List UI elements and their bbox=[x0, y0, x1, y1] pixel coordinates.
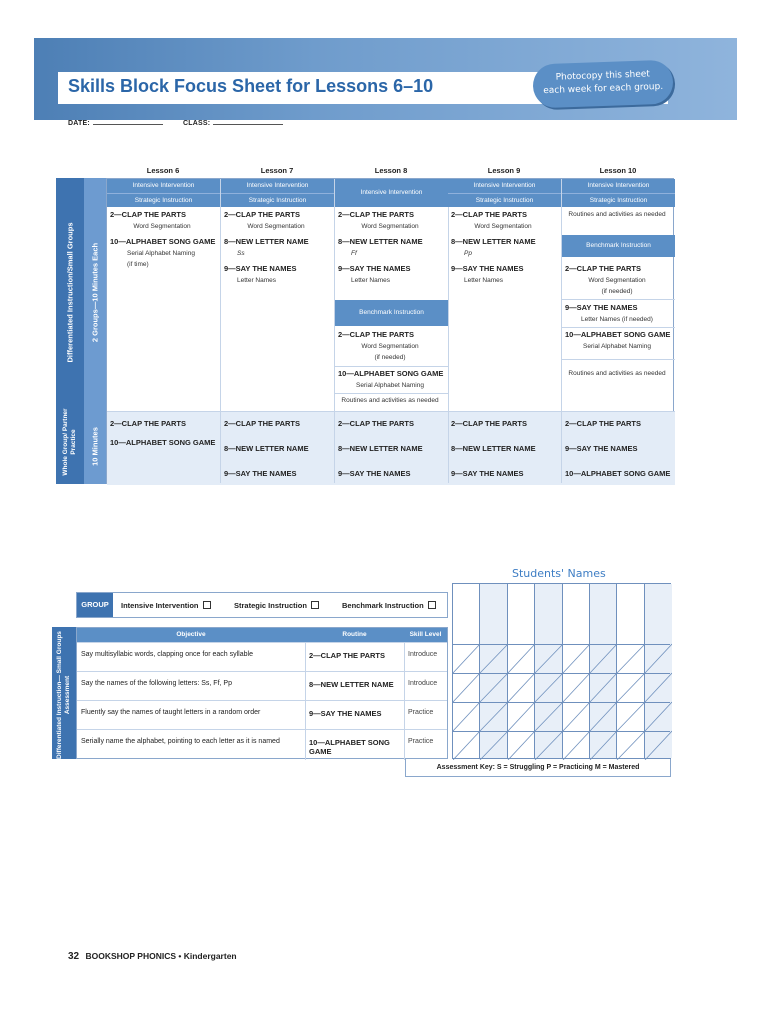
side-bar-assessment bbox=[52, 627, 76, 759]
objective: Say the names of the following letters: Ss, Ff, Pp bbox=[81, 680, 232, 687]
row-divider bbox=[562, 327, 675, 328]
l7-item-c: 9—SAY THE NAMES bbox=[224, 264, 297, 273]
page-title: Skills Block Focus Sheet for Lessons 6–10 bbox=[68, 76, 434, 96]
l8-item-f: Routines and activities as needed bbox=[341, 397, 439, 404]
dism-label: Differentiated Instruction/Small Groups bbox=[65, 222, 75, 363]
ii-band: Intensive Intervention bbox=[107, 179, 220, 193]
l10-sub-d: Serial Alphabet Naming bbox=[583, 343, 651, 350]
l7-item-a: 2—CLAP THE PARTS bbox=[224, 210, 300, 219]
table-row bbox=[77, 671, 447, 700]
l9-item-c: 9—SAY THE NAMES bbox=[451, 264, 524, 273]
l9-wg-1: 2—CLAP THE PARTS bbox=[451, 419, 527, 428]
side-bar-dism bbox=[56, 178, 84, 410]
page-number: 32 bbox=[68, 951, 80, 962]
l6-wg-2: 10—ALPHABET SONG GAME bbox=[110, 438, 216, 447]
col-skill-level: Skill Level bbox=[404, 628, 447, 642]
diagonal-lines bbox=[453, 584, 672, 760]
si-band: Strategic Instruction bbox=[221, 193, 334, 207]
checkbox-icon bbox=[203, 601, 211, 609]
l6-wg-1: 2—CLAP THE PARTS bbox=[110, 419, 186, 428]
benchmark-band: Benchmark Instruction bbox=[335, 300, 448, 326]
l8-item-a: 2—CLAP THE PARTS bbox=[338, 210, 414, 219]
row-divider bbox=[335, 393, 448, 394]
lesson-10-header: Lesson 10 bbox=[599, 166, 637, 175]
routine: 2—CLAP THE PARTS bbox=[309, 651, 385, 660]
lesson-10-column bbox=[562, 179, 675, 483]
students-grid[interactable] bbox=[452, 583, 671, 759]
si-band: Strategic Instruction bbox=[448, 193, 561, 207]
l6-sub-b1: Serial Alphabet Naming bbox=[127, 250, 195, 257]
si-band: Strategic Instruction bbox=[562, 193, 675, 207]
si-band: Strategic Instruction bbox=[107, 193, 220, 207]
students-names-title: Students' Names bbox=[512, 567, 606, 580]
l6-sub-b2: (if time) bbox=[127, 261, 149, 268]
lesson-8-column bbox=[335, 179, 449, 483]
lesson-9-column bbox=[448, 179, 562, 483]
l7-sub-a: Word Segmentation bbox=[247, 223, 305, 230]
table-row bbox=[77, 642, 447, 671]
l8-wg-3: 9—SAY THE NAMES bbox=[338, 469, 411, 478]
l9-item-a: 2—CLAP THE PARTS bbox=[451, 210, 527, 219]
l10-wg-2: 9—SAY THE NAMES bbox=[565, 444, 638, 453]
l10-item-a: Routines and activities as needed bbox=[568, 211, 666, 218]
row-divider bbox=[562, 411, 675, 412]
lesson-7-column bbox=[221, 179, 335, 483]
page-footer bbox=[68, 951, 237, 962]
ii-band: Intensive Intervention bbox=[335, 179, 448, 207]
col-objective: Objective bbox=[77, 628, 305, 642]
l8-sub-a: Word Segmentation bbox=[361, 223, 419, 230]
table-row bbox=[77, 729, 447, 758]
groups-label: 2 Groups—10 Minutes Each bbox=[90, 242, 100, 343]
row-divider bbox=[562, 299, 675, 300]
l10-sub-c: Letter Names (if needed) bbox=[581, 316, 653, 323]
note-line-2: each week for each group. bbox=[543, 81, 664, 97]
l10-item-e: Routines and activities as needed bbox=[568, 370, 666, 377]
objective: Serially name the alphabet, pointing to each letter as it is named bbox=[81, 738, 280, 745]
assessment-table bbox=[76, 627, 448, 759]
l8-sub-d2: (if needed) bbox=[374, 354, 406, 361]
row-divider bbox=[448, 411, 561, 412]
l7-sub-c: Letter Names bbox=[237, 277, 277, 284]
l7-item-b: 8—NEW LETTER NAME bbox=[224, 237, 309, 246]
l9-sub-b: Pp bbox=[464, 250, 472, 257]
col-routine: Routine bbox=[305, 628, 404, 642]
wg-label: Whole Group/ Partner Practice bbox=[62, 408, 77, 476]
l7-wg-1: 2—CLAP THE PARTS bbox=[224, 419, 300, 428]
l10-sub-b2: (if needed) bbox=[601, 288, 633, 295]
side-bar-wg-min bbox=[84, 410, 106, 484]
date-class-line bbox=[68, 120, 301, 127]
l10-item-b: 2—CLAP THE PARTS bbox=[565, 264, 641, 273]
l10-sub-b1: Word Segmentation bbox=[588, 277, 646, 284]
l9-wg-3: 9—SAY THE NAMES bbox=[451, 469, 524, 478]
row-divider bbox=[107, 411, 220, 412]
row-divider bbox=[221, 411, 334, 412]
l9-wg-2: 8—NEW LETTER NAME bbox=[451, 444, 536, 453]
assessment-side-label: Differentiated Instruction— Small Groups Assessment bbox=[56, 631, 71, 759]
group-selector bbox=[76, 592, 448, 618]
ii-band: Intensive Intervention bbox=[448, 179, 561, 193]
lesson-9-header: Lesson 9 bbox=[487, 166, 521, 175]
l10-item-d: 10—ALPHABET SONG GAME bbox=[565, 330, 671, 339]
objective: Say multisyllabic words, clapping once for each syllable bbox=[81, 651, 253, 658]
l9-sub-a: Word Segmentation bbox=[474, 223, 532, 230]
benchmark-band: Benchmark Instruction bbox=[562, 235, 675, 257]
routine: 10—ALPHABET SONG GAME bbox=[309, 738, 390, 756]
l7-wg-2: 8—NEW LETTER NAME bbox=[224, 444, 309, 453]
l10-item-c: 9—SAY THE NAMES bbox=[565, 303, 638, 312]
class-field[interactable]: CLASS: bbox=[183, 120, 283, 127]
ii-band: Intensive Intervention bbox=[562, 179, 675, 193]
routine: 8—NEW LETTER NAME bbox=[309, 680, 394, 689]
group-label: GROUP bbox=[77, 593, 113, 617]
l9-sub-c: Letter Names bbox=[464, 277, 504, 284]
l8-wg-2: 8—NEW LETTER NAME bbox=[338, 444, 423, 453]
l8-item-d: 2—CLAP THE PARTS bbox=[338, 330, 414, 339]
routine: 9—SAY THE NAMES bbox=[309, 709, 382, 718]
l9-item-b: 8—NEW LETTER NAME bbox=[451, 237, 536, 246]
l8-sub-b: Ff bbox=[351, 250, 357, 257]
l8-item-b: 8—NEW LETTER NAME bbox=[338, 237, 423, 246]
assessment-key: Assessment Key: S = Struggling P = Practicing M = Mastered bbox=[405, 759, 671, 777]
row-divider bbox=[335, 411, 448, 412]
l8-item-c: 9—SAY THE NAMES bbox=[338, 264, 411, 273]
l7-wg-3: 9—SAY THE NAMES bbox=[224, 469, 297, 478]
skill-level: Practice bbox=[408, 738, 434, 745]
lesson-6-header: Lesson 6 bbox=[146, 166, 180, 175]
group-option-ii[interactable]: Intensive Intervention bbox=[121, 601, 211, 610]
note-line-1: Photocopy this sheet bbox=[555, 69, 651, 83]
group-option-si[interactable]: Strategic Instruction bbox=[234, 601, 319, 610]
checkbox-icon bbox=[428, 601, 436, 609]
row-divider bbox=[562, 359, 675, 360]
date-field[interactable]: DATE: bbox=[68, 120, 163, 127]
l8-sub-e: Serial Alphabet Naming bbox=[356, 382, 424, 389]
l8-sub-d1: Word Segmentation bbox=[361, 343, 419, 350]
photocopy-note bbox=[533, 68, 674, 99]
l10-wg-3: 10—ALPHABET SONG GAME bbox=[565, 469, 671, 478]
l6-sub-a: Word Segmentation bbox=[133, 223, 191, 230]
l6-item-b: 10—ALPHABET SONG GAME bbox=[110, 237, 216, 246]
skill-level: Introduce bbox=[408, 651, 438, 658]
l7-sub-b: Ss bbox=[237, 250, 245, 257]
objective: Fluently say the names of taught letters in a random order bbox=[81, 709, 261, 716]
side-bar-groups bbox=[84, 178, 106, 410]
lesson-grid bbox=[106, 178, 674, 484]
l8-sub-c: Letter Names bbox=[351, 277, 391, 284]
ii-band: Intensive Intervention bbox=[221, 179, 334, 193]
book-title: BOOKSHOP PHONICS • Kindergarten bbox=[85, 951, 237, 961]
l10-wg-1: 2—CLAP THE PARTS bbox=[565, 419, 641, 428]
side-bar-wg bbox=[56, 410, 84, 484]
l8-wg-1: 2—CLAP THE PARTS bbox=[338, 419, 414, 428]
checkbox-icon bbox=[311, 601, 319, 609]
l6-item-a: 2—CLAP THE PARTS bbox=[110, 210, 186, 219]
lesson-6-column bbox=[107, 179, 221, 483]
row-divider bbox=[335, 366, 448, 367]
table-row bbox=[77, 700, 447, 729]
lesson-8-header: Lesson 8 bbox=[374, 166, 408, 175]
skill-level: Practice bbox=[408, 709, 434, 716]
group-option-bi[interactable]: Benchmark Instruction bbox=[342, 601, 436, 610]
l8-item-e: 10—ALPHABET SONG GAME bbox=[338, 369, 444, 378]
skill-level: Introduce bbox=[408, 680, 438, 687]
wg-min-label: 10 Minutes bbox=[90, 427, 100, 466]
lesson-7-header: Lesson 7 bbox=[260, 166, 294, 175]
